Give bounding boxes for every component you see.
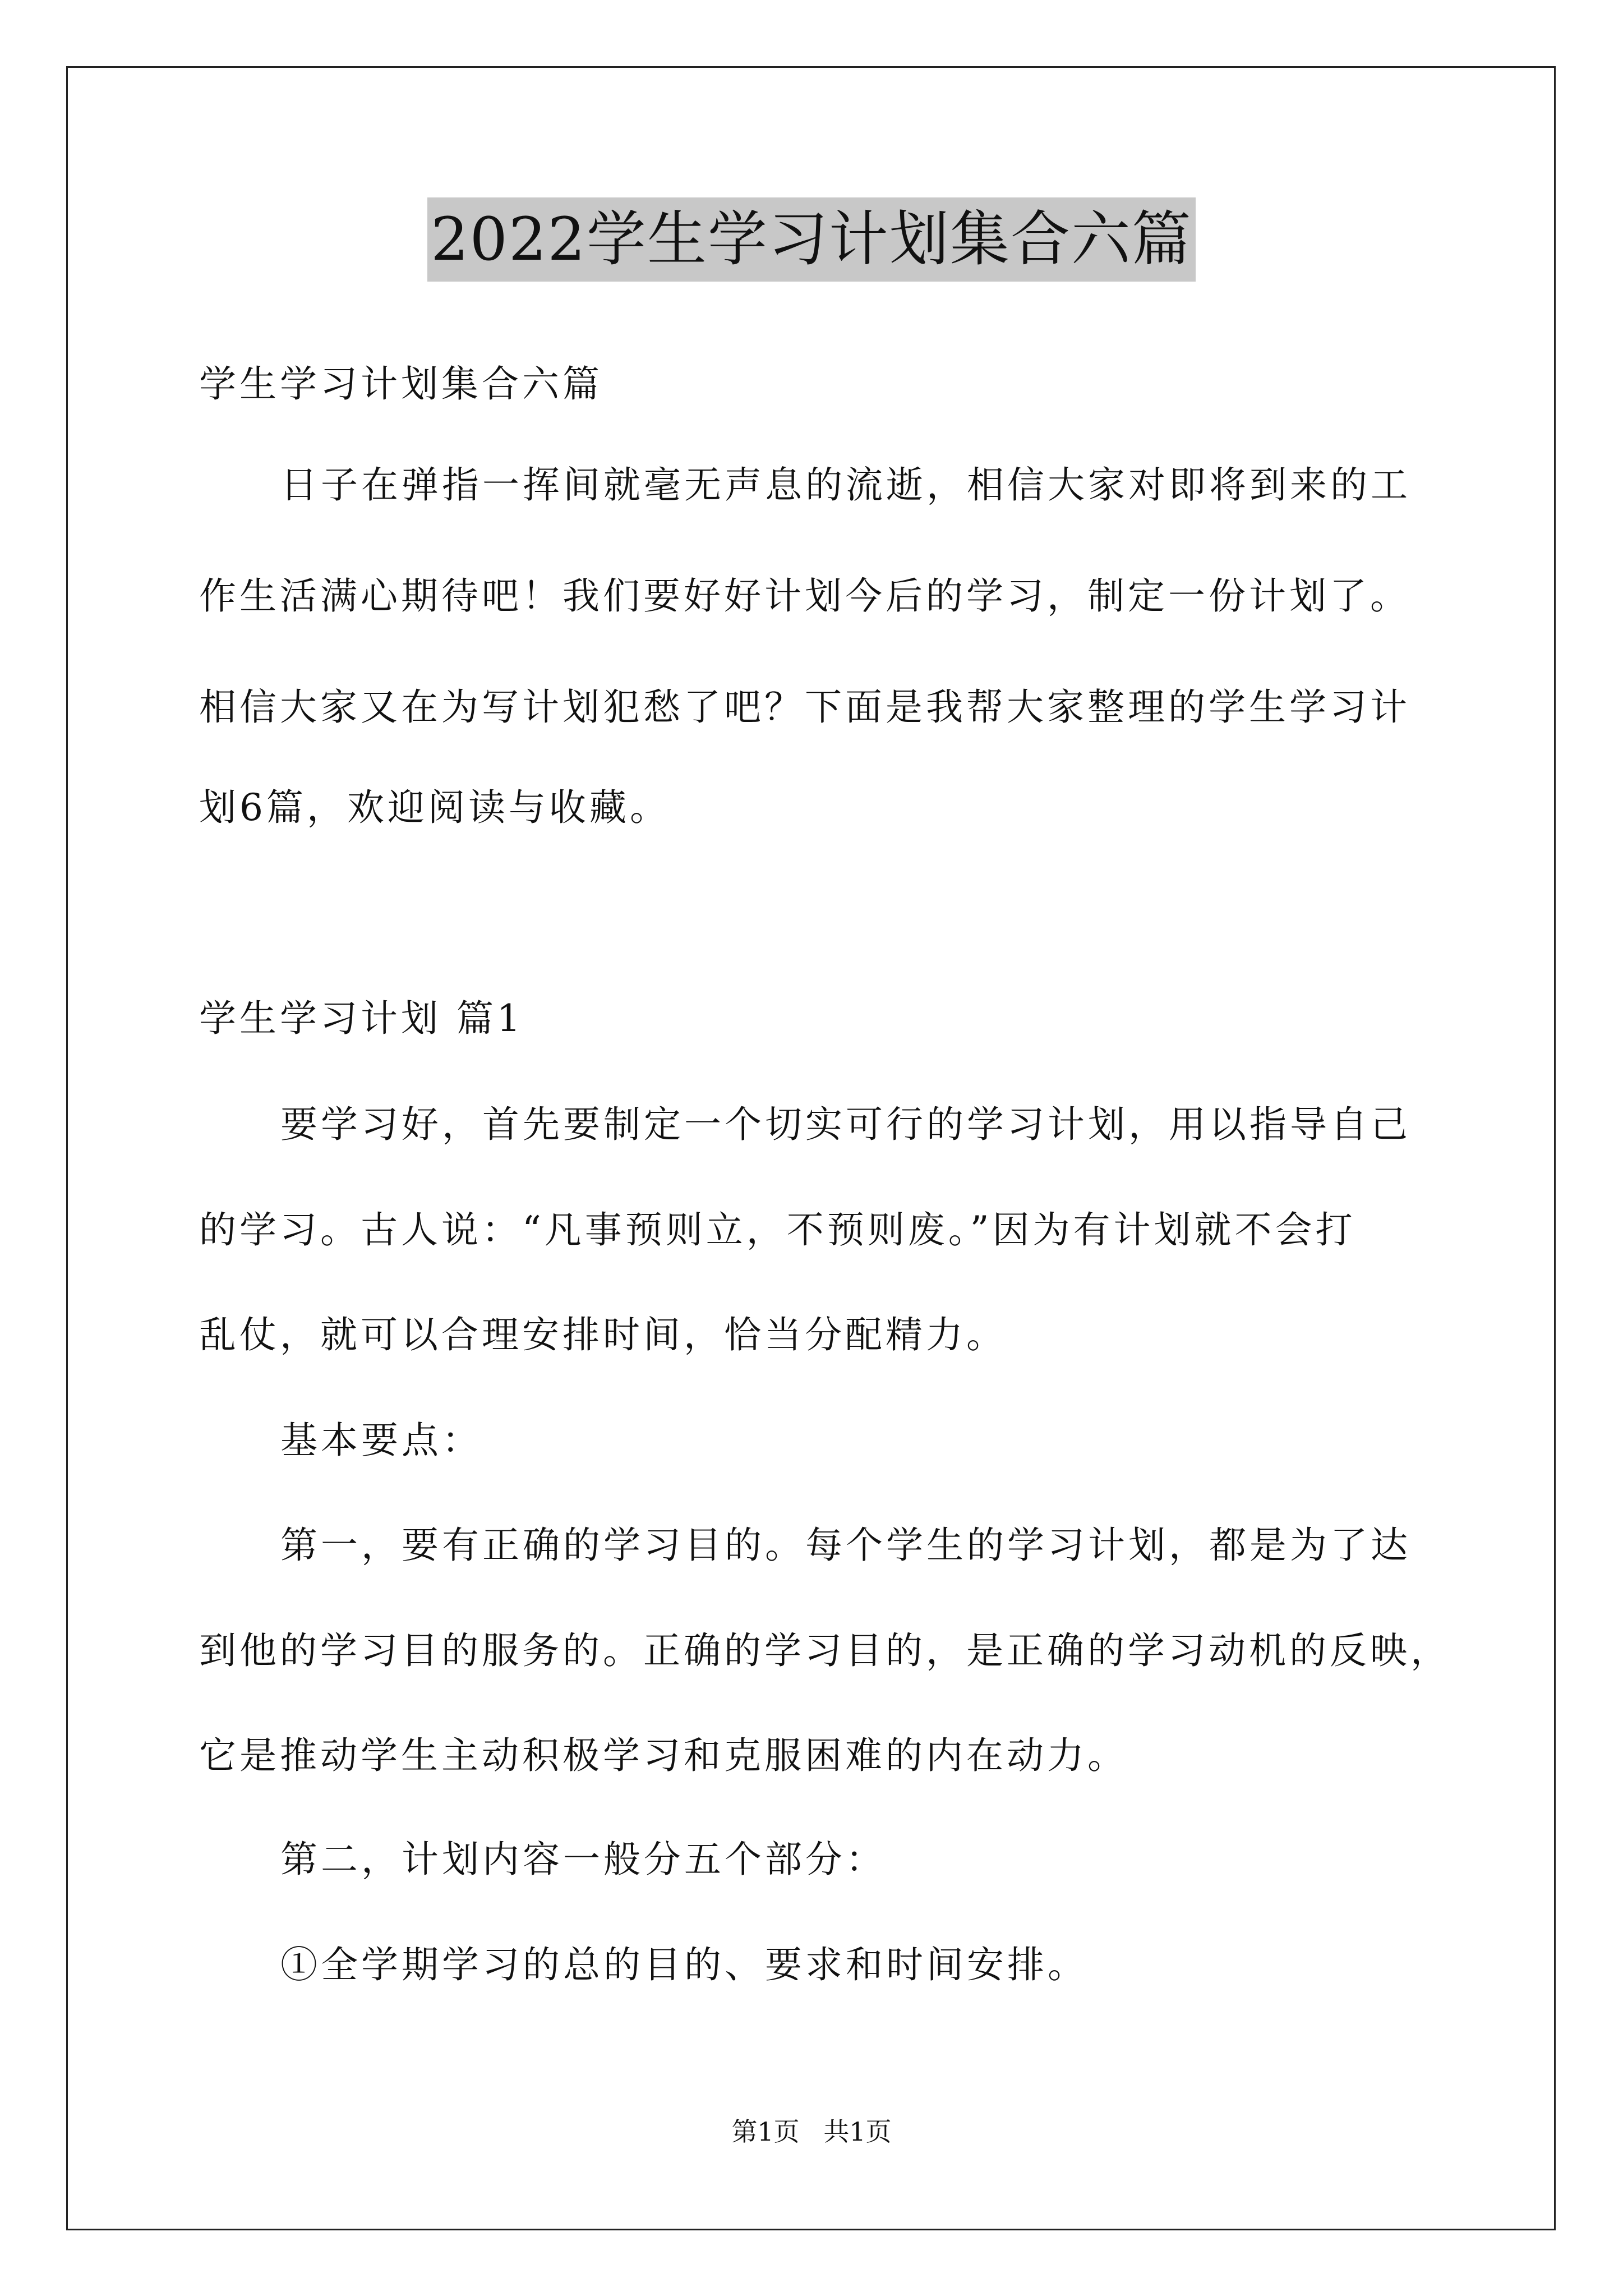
paragraph-line: 乱仗，就可以合理安排时间，恰当分配精力。 [199,1313,1007,1356]
subtitle-line: 学生学习计划集合六篇 [199,362,603,406]
paragraph-line: 基本要点： [280,1419,482,1462]
paragraph-line: 第一，要有正确的学习目的。每个学生的学习计划，都是为了达 [280,1524,1411,1567]
page-number-total: 共1页 [823,2116,892,2147]
paragraph-line: 到他的学习目的服务的。正确的学习目的，是正确的学习动机的反映， [199,1629,1451,1672]
paragraph-line: 相信大家又在为写计划犯愁了吧？下面是我帮大家整理的学生学习计 [199,685,1410,729]
page-footer [0,2115,1623,2148]
page-number-current: 第1页 [731,2116,800,2147]
paragraph-line: 的学习。古人说：“凡事预则立，不预则废。”因为有计划就不会打 [199,1208,1356,1251]
paragraph-line: 划6篇，欢迎阅读与收藏。 [199,786,670,829]
paragraph-line: 它是推动学生主动积极学习和克服困难的内在动力。 [199,1734,1128,1777]
paragraph-line: ①全学期学习的总的目的、要求和时间安排。 [280,1943,1088,1986]
paragraph-line: 要学习好，首先要制定一个切实可行的学习计划，用以指导自己 [280,1103,1411,1146]
paragraph-line: 作生活满心期待吧！我们要好好计划今后的学习，制定一份计划了。 [199,574,1410,618]
document-title: 2022学生学习计划集合六篇 [427,197,1196,282]
section-heading: 学生学习计划 篇1 [199,997,524,1040]
paragraph-line: 日子在弹指一挥间就毫无声息的流逝，相信大家对即将到来的工 [280,463,1411,507]
title-container [0,197,1623,282]
paragraph-line: 第二，计划内容一般分五个部分： [280,1838,886,1881]
